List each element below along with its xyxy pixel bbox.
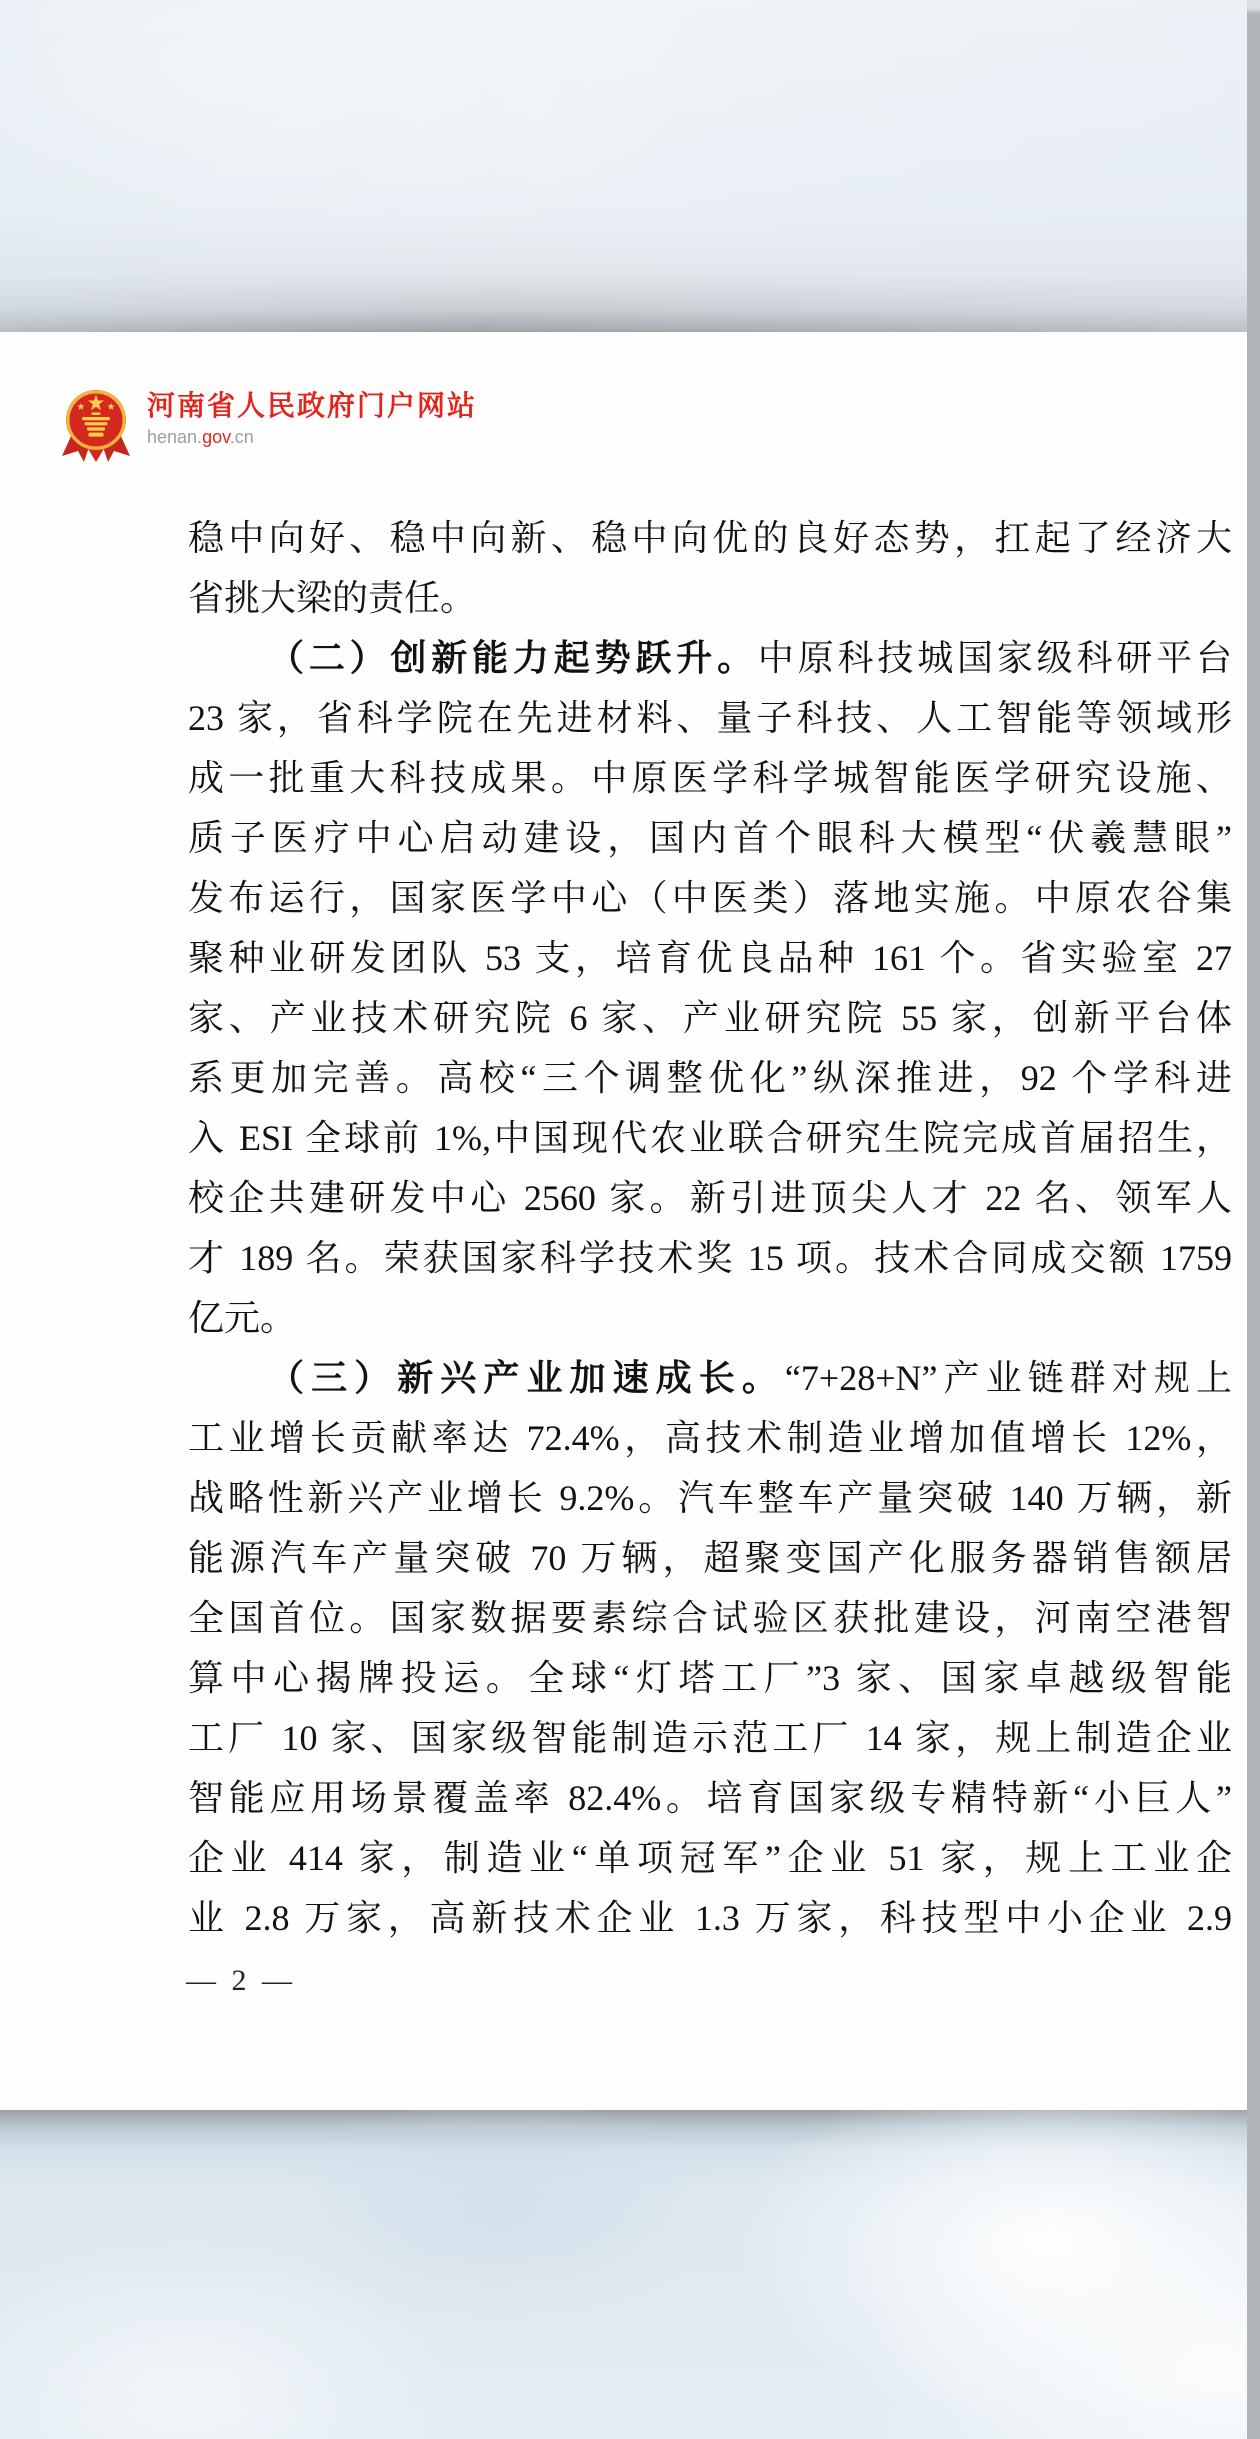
national-emblem-icon <box>57 384 135 464</box>
next-page-gap <box>0 2110 1248 2439</box>
text-line: 能源汽车产量突破 70 万辆，超聚变国产化服务器销售额居 <box>188 1538 1232 1578</box>
text-line: 智能应用场景覆盖率 82.4%。培育国家级专精特新“小巨人” <box>188 1778 1232 1818</box>
document-lines <box>188 508 1232 1948</box>
text-line: 校企共建研发中心 2560 家。新引进顶尖人才 22 名、领军人 <box>188 1178 1232 1218</box>
text-line: 工厂 10 家、国家级智能制造示范工厂 14 家，规上制造企业 <box>188 1718 1232 1758</box>
site-title: 河南省人民政府门户网站 <box>147 390 478 421</box>
text-line: 亿元。 <box>188 1298 297 1338</box>
site-header <box>57 384 477 464</box>
text-line: 省挑大梁的责任。 <box>188 578 477 618</box>
document-page <box>0 332 1248 2110</box>
text-line: 才 189 名。荣获国家科学技术奖 15 项。技术合同成交额 1759 <box>188 1238 1232 1278</box>
text-line: 发布运行，国家医学中心（中医类）落地实施。中原农谷集 <box>188 878 1232 918</box>
previous-page-gap <box>0 0 1248 332</box>
text-line: 算中心揭牌投运。全球“灯塔工厂”3 家、国家卓越级智能 <box>188 1658 1232 1698</box>
text-line: 23 家，省科学院在先进材料、量子科技、人工智能等领域形 <box>188 698 1232 738</box>
scrollbar[interactable] <box>1247 0 1260 2439</box>
text-line: （三）新兴产业加速成长。“7+28+N”产业链群对规上 <box>268 1357 1232 1398</box>
text-line: 质子医疗中心启动建设，国内首个眼科大模型“伏羲慧眼” <box>188 818 1232 858</box>
domain-prefix: henan. <box>147 427 203 447</box>
text-line: （二）创新能力起势跃升。中原科技城国家级科研平台 <box>268 637 1232 678</box>
site-domain <box>147 424 477 450</box>
domain-gov: gov <box>202 427 230 447</box>
text-line: 家、产业技术研究院 6 家、产业研究院 55 家，创新平台体 <box>188 998 1232 1038</box>
text-line: 成一批重大科技成果。中原医学科学城智能医学研究设施、 <box>188 758 1232 798</box>
text-line: 稳中向好、稳中向新、稳中向优的良好态势，扛起了经济大 <box>188 518 1232 558</box>
paragraph-heading: （三）新兴产业加速成长。 <box>268 1357 785 1398</box>
text-line: 全国首位。国家数据要素综合试验区获批建设，河南空港智 <box>188 1598 1232 1638</box>
paragraph-heading: （二）创新能力起势跃升。 <box>268 637 758 678</box>
text-line: 工业增长贡献率达 72.4%，高技术制造业增加值增长 12%， <box>188 1418 1232 1458</box>
text-line: 企业 414 家，制造业“单项冠军”企业 51 家，规上工业企 <box>188 1838 1232 1878</box>
domain-suffix: .cn <box>229 427 254 447</box>
text-line: 业 2.8 万家，高新技术企业 1.3 万家，科技型中小企业 2.9 <box>188 1898 1232 1938</box>
page-number: — 2 — <box>186 1964 296 1997</box>
text-line: 系更加完善。高校“三个调整优化”纵深推进，92 个学科进 <box>188 1058 1232 1098</box>
text-line: 战略性新兴产业增长 9.2%。汽车整车产量突破 140 万辆，新 <box>188 1478 1232 1518</box>
text-line: 聚种业研发团队 53 支，培育优良品种 161 个。省实验室 27 <box>188 938 1232 978</box>
text-line: 入 ESI 全球前 1%,中国现代农业联合研究生院完成首届招生， <box>188 1118 1232 1158</box>
site-title-block <box>147 384 477 450</box>
